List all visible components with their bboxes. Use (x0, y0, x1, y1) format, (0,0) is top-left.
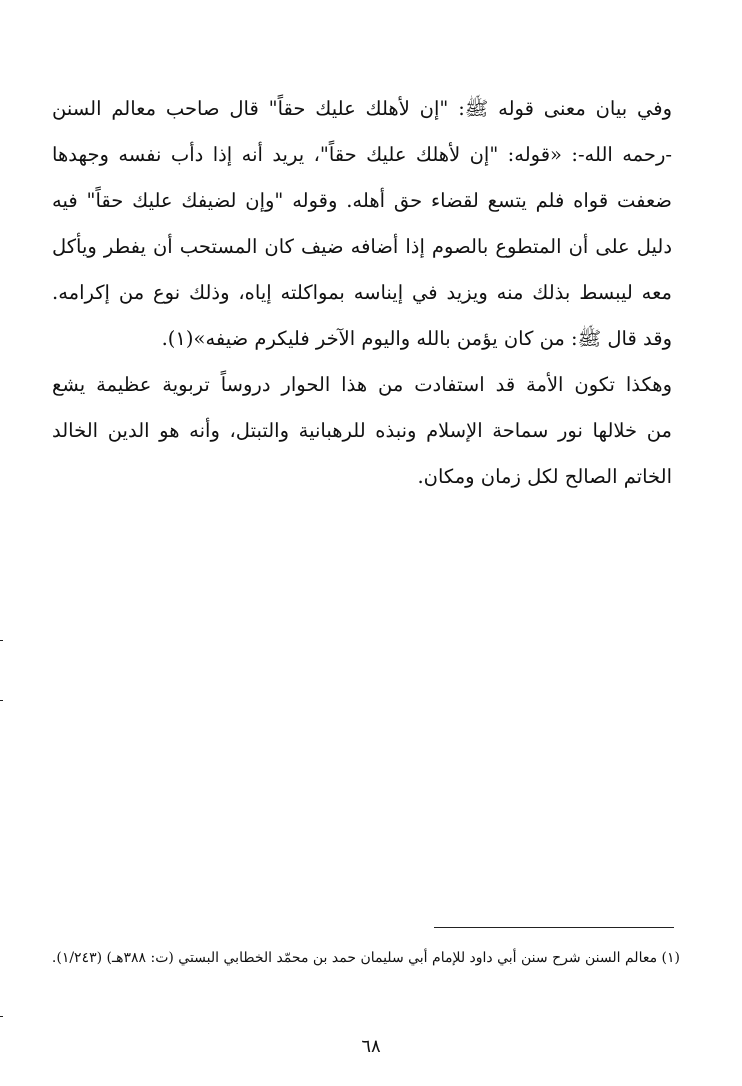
text-line-4: دليل على أن المتطوع بالصوم إذا أضافه ضيف كان المستحب أن يفطر ويأكل (52, 235, 672, 258)
text-line-7: وهكذا تكون الأمة قد استفادت من هذا الحوار دروساً تربوية عظيمة يشع (52, 373, 672, 396)
page-number: ٦٨ (361, 1036, 381, 1057)
text-line-6: وقد قال ﷺ: من كان يؤمن بالله واليوم الآخر فليكرم ضيفه»(١). (161, 327, 672, 350)
text-line-9: الخاتم الصالح لكل زمان ومكان. (417, 465, 672, 488)
footnote-divider (434, 927, 674, 928)
scan-mark (0, 640, 3, 641)
text-line-8: من خلالها نور سماحة الإسلام ونبذه للرهبانية والتبتل، وأنه هو الدين الخالد (52, 419, 672, 442)
text-line-5: معه ليبسط بذلك منه ويزيد في إيناسه بمواكلته إياه، وذلك نوع من إكرامه. (52, 281, 672, 304)
footnote: (١) معالم السنن شرح سنن أبي داود للإمام أبي سليمان حمد بن محمّد الخطابي البستي (ت: ٣٨٨هـ) (١/٢٤٣). (51, 950, 680, 966)
text-line-2: -رحمه الله-: «قوله: "إن لأهلك عليك حقاً"، يريد أنه إذا دأب نفسه وجهدها (52, 143, 672, 166)
scan-mark (0, 700, 3, 701)
text-line-1: وفي بيان معنى قوله ﷺ: "إن لأهلك عليك حقاً" قال صاحب معالم السنن (52, 97, 672, 120)
scan-mark (0, 1016, 3, 1017)
main-text (52, 86, 672, 500)
text-line-3: ضعفت قواه فلم يتسع لقضاء حق أهله. وقوله "وإن لضيفك عليك حقاً" فيه (52, 189, 672, 212)
